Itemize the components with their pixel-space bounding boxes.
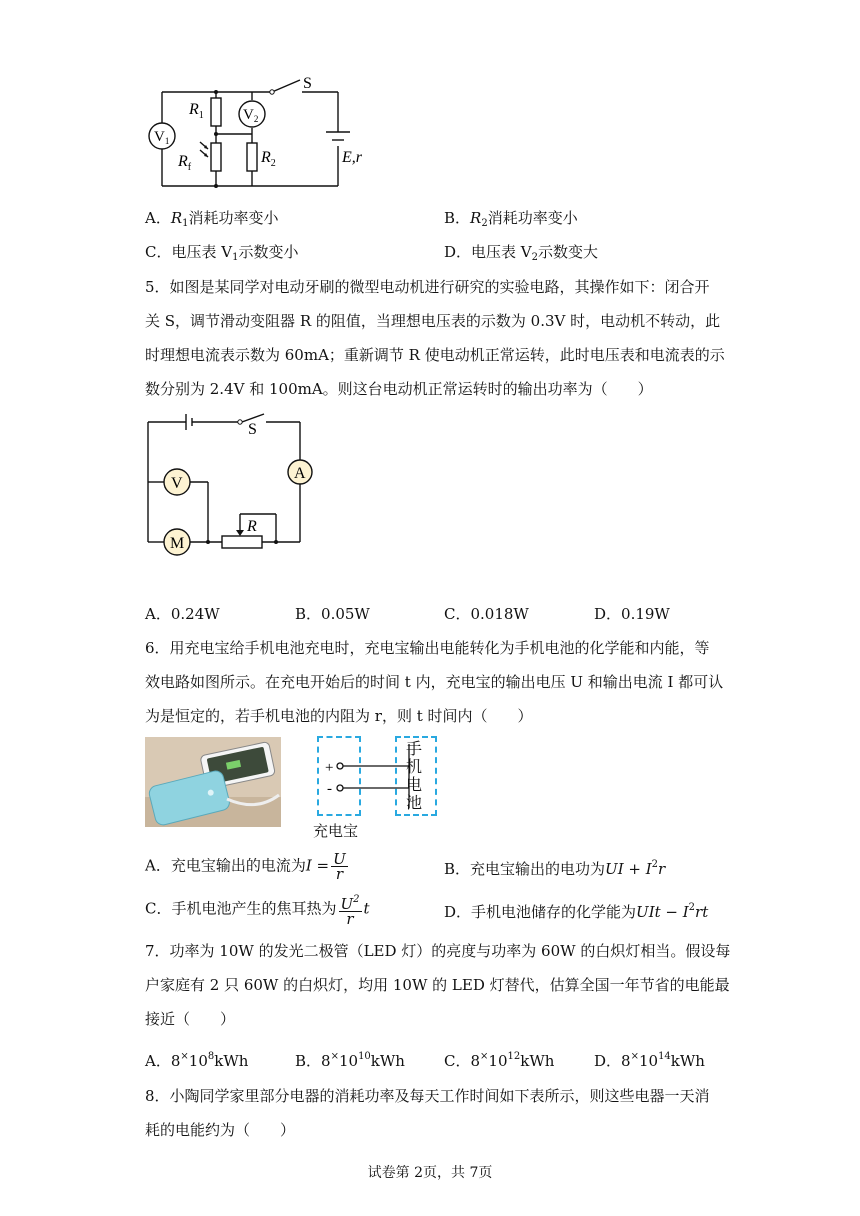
q7-option-a[interactable]: A．$8^\times 10^8kWh$: [145, 1051, 249, 1070]
power-bank-photo: [145, 737, 281, 827]
q5-option-a[interactable]: A．0.24W: [145, 605, 220, 623]
q4-er-label: E,r: [342, 149, 362, 166]
q4-s-label: S: [303, 75, 312, 92]
page-footer: 试卷第 2页，共 7页: [367, 1165, 493, 1181]
q7-stem-line-2: 户家庭有 2 只 60W 的白炽灯，均用 10W 的 LED 灯替代，估算全国一年节省的电能最: [145, 976, 730, 994]
q6-option-b[interactable]: B．充电宝输出的电功为UI + $I^2r$: [444, 859, 666, 878]
q6-stem-line-1: 6．用充电宝给手机电池充电时，充电宝输出电能转化为手机电池的化学能和内能，等: [145, 639, 710, 657]
q5-motor-label: M: [170, 535, 185, 552]
q5-stem-line-3: 时理想电流表示数为 60mA；重新调节 R 使电动机正常运转，此时电压表和电流表的示: [145, 346, 725, 364]
q5-circuit-diagram: [140, 410, 320, 560]
q5-option-b[interactable]: B．0.05W: [295, 605, 370, 623]
q4-r1-label: $R_1$: [189, 101, 204, 121]
q6-stem-line-2: 效电路如图所示。在充电开始后的时间 t 内，充电宝的输出电压 U 和输出电流 I 都可认: [145, 673, 724, 691]
q7-stem-line-1: 7．功率为 10W 的发光二极管（LED 灯）的亮度与功率为 60W 的白炽灯相当。假设每: [145, 942, 731, 960]
q6-minus-terminal: -: [327, 781, 332, 797]
q5-r-label: R: [247, 518, 257, 535]
q4-r2-label: $R_2$: [261, 149, 276, 169]
q6-option-c[interactable]: C．手机电池产生的焦耳热为 $\frac{U^2}{r}$ t: [145, 894, 370, 928]
q7-stem-line-3: 接近（ ）: [145, 1010, 236, 1028]
q4-option-d[interactable]: D．电压表 $V_2$示数变大: [444, 243, 599, 263]
q5-option-d[interactable]: D．0.19W: [594, 605, 670, 623]
q5-stem-line-2: 关 S，调节滑动变阻器 R 的阻值，当理想电压表的示数为 0.3V 时，电动机不转动，此: [145, 312, 721, 330]
q4-circuit-diagram: [140, 70, 390, 195]
q6-stem-line-3: 为是恒定的，若手机电池的内阻为 r，则 t 时间内（ ）: [145, 707, 533, 725]
q5-stem-line-4: 数分别为 2.4V 和 100mA。则这台电动机正常运转时的输出功率为（ ）: [145, 380, 653, 398]
q6-plus-terminal: +: [325, 760, 334, 776]
phone-battery-label: 手机电池: [406, 739, 423, 812]
q6-option-a[interactable]: A．充电宝输出的电流为I = $\frac{U}{r}$: [145, 850, 346, 883]
power-bank-caption: 充电宝: [313, 822, 359, 840]
q4-option-b[interactable]: B．$R_2$消耗功率变小: [444, 209, 578, 229]
q7-option-c[interactable]: C．$8^\times 10^{12}kWh$: [444, 1051, 555, 1070]
q4-v2-label: $V_2$: [243, 107, 259, 124]
q5-voltmeter-label: V: [171, 475, 183, 492]
q5-s-label: S: [248, 421, 257, 438]
q4-option-a[interactable]: A．$R_1$消耗功率变小: [145, 209, 279, 229]
q5-option-c[interactable]: C．0.018W: [444, 605, 529, 623]
q7-option-d[interactable]: D．$8^\times 10^{14}kWh$: [594, 1051, 705, 1070]
q5-ammeter-label: A: [294, 465, 306, 482]
q6-option-d[interactable]: D．手机电池储存的化学能为UIt − $I^2rt$: [444, 902, 709, 921]
q4-v1-label: $V_1$: [154, 129, 170, 146]
q7-option-b[interactable]: B．$8^\times 10^{10}kWh$: [295, 1051, 405, 1070]
q5-stem-line-1: 5．如图是某同学对电动牙刷的微型电动机进行研究的实验电路，其操作如下：闭合开: [145, 278, 710, 296]
q8-stem-line-1: 8．小陶同学家里部分电器的消耗功率及每天工作时间如下表所示，则这些电器一天消: [145, 1087, 710, 1105]
q8-stem-line-2: 耗的电能约为（ ）: [145, 1121, 296, 1139]
q4-rf-label: $R_f$: [178, 153, 192, 173]
q4-option-c[interactable]: C．电压表 $V_1$示数变小: [145, 243, 299, 263]
